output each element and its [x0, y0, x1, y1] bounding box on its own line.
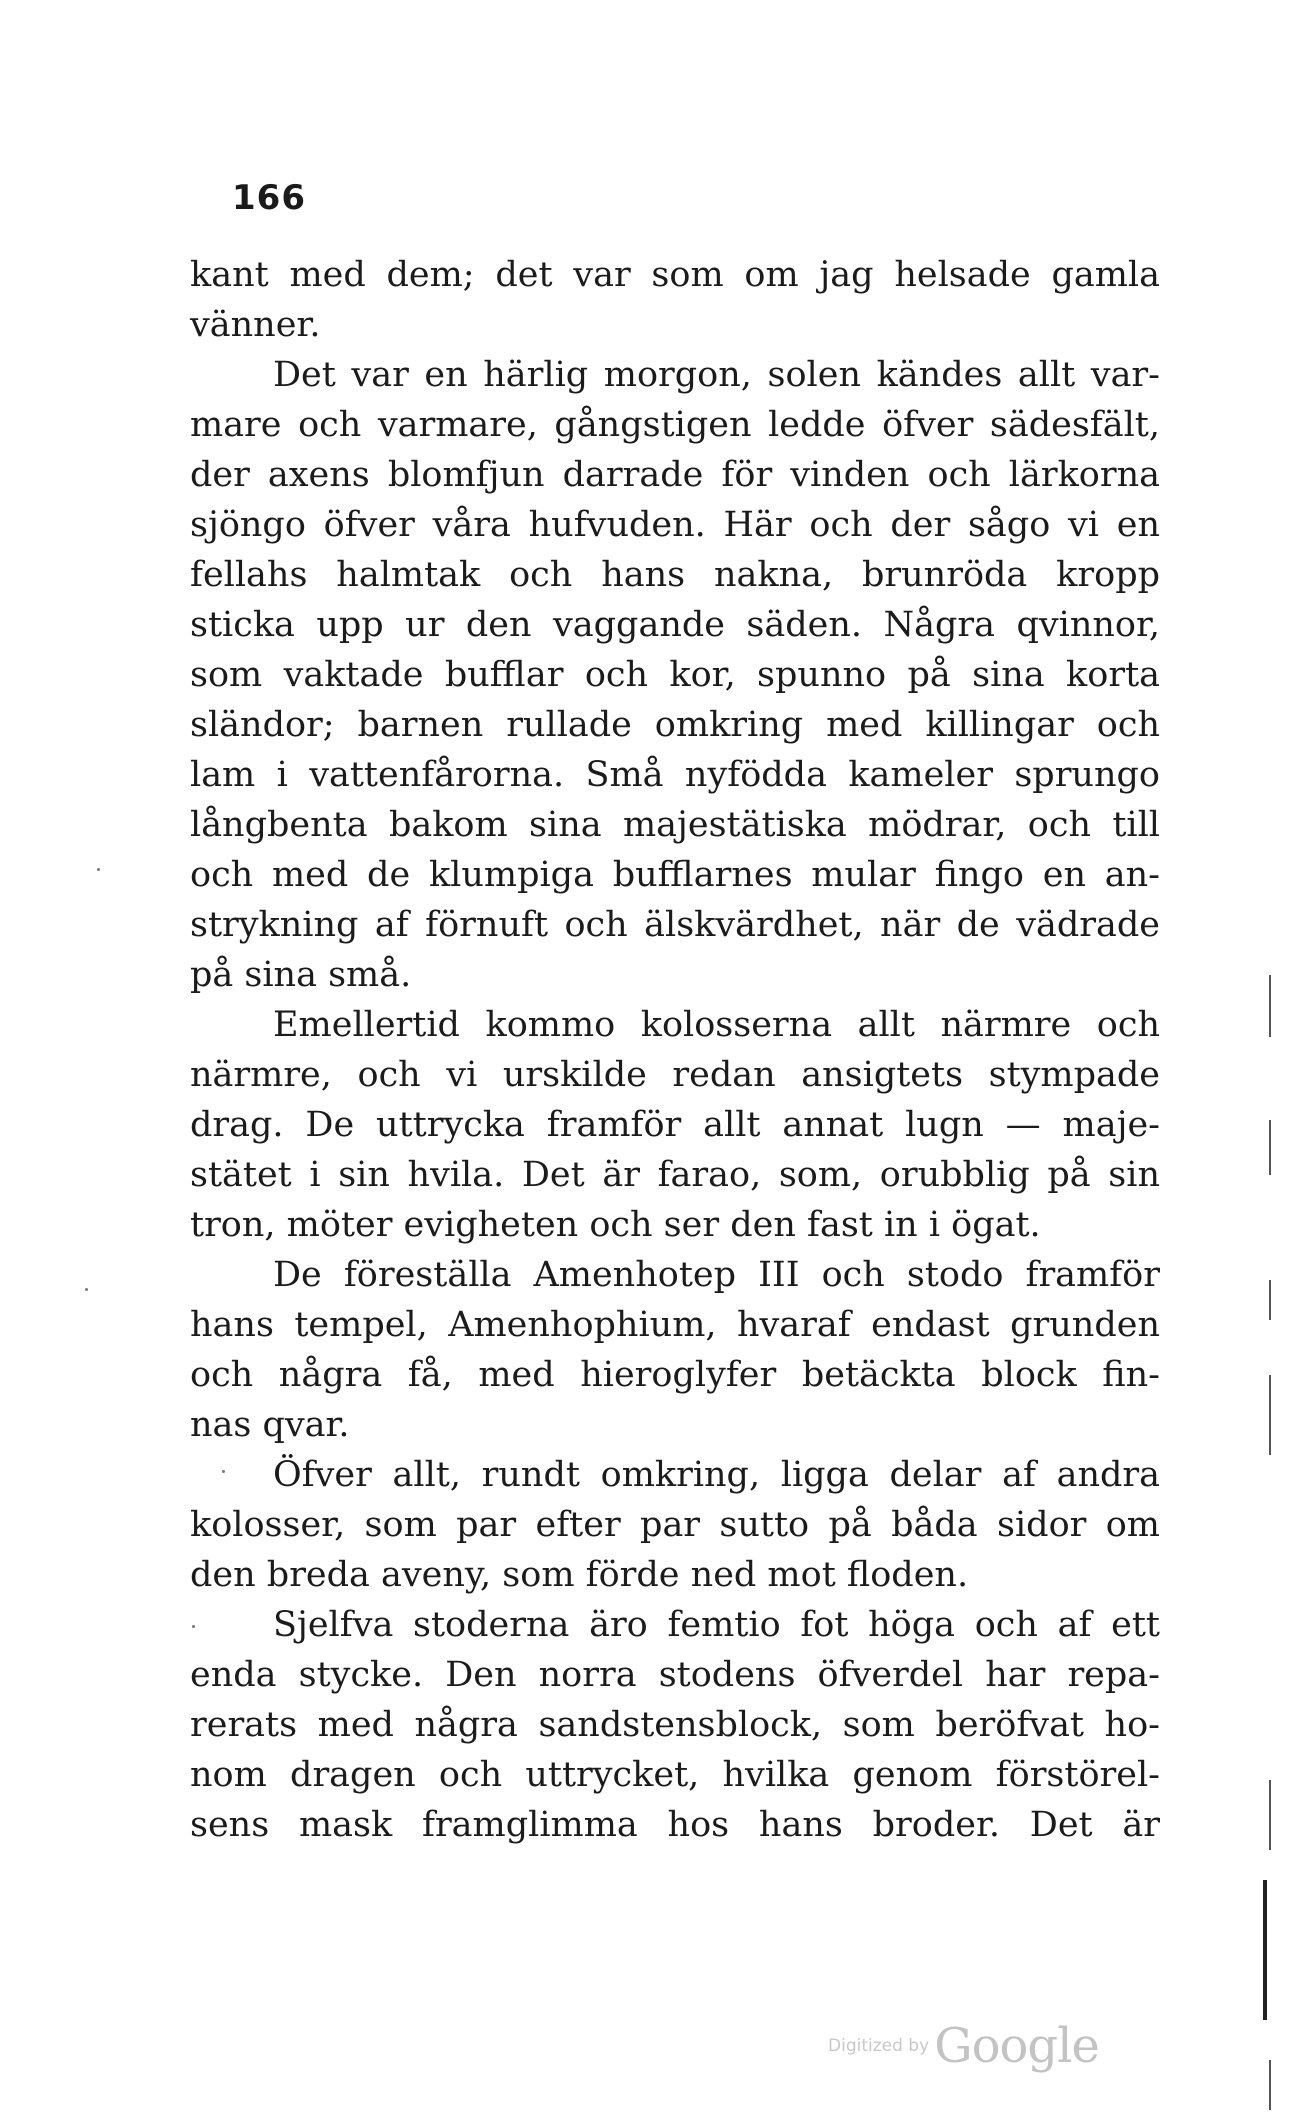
scan-edge-mark: [1269, 1120, 1271, 1175]
text-line: Emellertid kommo kolosserna allt närmre och: [273, 1005, 1160, 1045]
stray-dot: [222, 1470, 225, 1473]
text-line: rerats med några sandstensblock, som beröfvat ho-: [190, 1705, 1160, 1745]
text-line: nom dragen och uttrycket, hvilka genom förstörel-: [190, 1755, 1160, 1795]
stray-dot: [85, 1288, 88, 1291]
stray-dot: [97, 868, 100, 871]
text-line: på sina små.: [190, 955, 412, 995]
text-line: fellahs halmtak och hans nakna, brunröda kropp: [190, 555, 1160, 595]
scan-edge-mark: [1263, 1880, 1267, 2020]
scan-edge-mark: [1269, 1780, 1271, 1850]
text-line: närmre, och vi urskilde redan ansigtets stympade: [190, 1055, 1160, 1095]
text-line: strykning af förnuft och älskvärdhet, när de vädrade: [190, 905, 1160, 945]
text-line: hans tempel, Amenhophium, hvaraf endast grunden: [190, 1305, 1160, 1345]
text-line: Sjelfva stoderna äro femtio fot höga och af ett: [273, 1605, 1160, 1645]
scan-edge-mark: [1269, 1280, 1271, 1320]
text-line: sens mask framglimma hos hans broder. Det är: [190, 1805, 1160, 1845]
text-line: långbenta bakom sina majestätiska mödrar, och till: [190, 805, 1160, 845]
text-line: stätet i sin hvila. Det är farao, som, orubblig på sin: [190, 1155, 1160, 1195]
text-line: tron, möter evigheten och ser den fast in i ögat.: [190, 1205, 1041, 1245]
text-line: De föreställa Amenhotep III och stodo framför: [273, 1255, 1160, 1295]
text-line: enda stycke. Den norra stodens öfverdel har repa-: [190, 1655, 1160, 1695]
page-number: 166: [232, 178, 306, 218]
text-line: lam i vattenfårorna. Små nyfödda kameler sprungo: [190, 755, 1160, 795]
scan-edge-mark: [1269, 2060, 1271, 2110]
stray-dot: [192, 1625, 195, 1628]
body-text: [190, 250, 1160, 1850]
text-line: sjöngo öfver våra hufvuden. Här och der sågo vi en: [190, 505, 1160, 545]
scan-edge-mark: [1269, 1375, 1271, 1455]
text-line: som vaktade bufflar och kor, spunno på sina korta: [190, 655, 1160, 695]
google-logo: Google: [934, 2018, 1099, 2074]
text-line: och med de klumpiga bufflarnes mular fingo en an-: [190, 855, 1160, 895]
digitized-watermark: [828, 2018, 1099, 2074]
text-line: kolosser, som par efter par sutto på båda sidor om: [190, 1505, 1160, 1545]
text-line: kant med dem; det var som om jag helsade gamla: [190, 255, 1160, 295]
text-line: den breda aveny, som förde ned mot floden.: [190, 1555, 969, 1595]
text-line: mare och varmare, gångstigen ledde öfver sädesfält,: [190, 405, 1160, 445]
text-line: drag. De uttrycka framför allt annat lugn — maje-: [190, 1105, 1160, 1145]
text-line: sländor; barnen rullade omkring med killingar och: [190, 705, 1160, 745]
text-line: och några få, med hieroglyfer betäckta block fin-: [190, 1355, 1160, 1395]
text-line: Det var en härlig morgon, solen kändes allt var-: [273, 355, 1160, 395]
text-line: nas qvar.: [190, 1405, 350, 1445]
scan-edge-mark: [1269, 975, 1271, 1037]
text-line: der axens blomfjun darrade för vinden och lärkorna: [190, 455, 1160, 495]
text-line: sticka upp ur den vaggande säden. Några qvinnor,: [190, 605, 1160, 645]
text-line: Öfver allt, rundt omkring, ligga delar af andra: [273, 1455, 1160, 1495]
text-line: vänner.: [190, 305, 321, 345]
watermark-prefix: Digitized by: [828, 2036, 930, 2056]
